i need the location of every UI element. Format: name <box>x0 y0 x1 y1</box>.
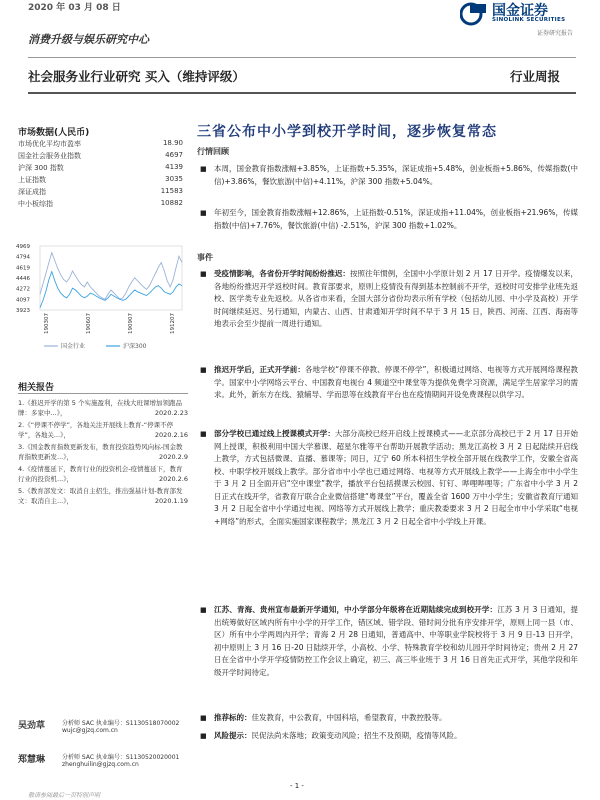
analyst-email[interactable]: wujc@gjzq.com.cn <box>62 727 118 734</box>
event-paragraph: ■ 部分学校已通过线上授课模式开学：大部分高校已经开启线上授课模式——北京部分高校已于 2 月 17 日开始网上授课，积极利用中国大学慕课、超星尔雅等平台帮助开展教学活动；黑龙江高校 3 月 2 日起陆续开启线上教学，方式包括微课、直播、慕课等；同日，辽宁 60 所本科招生学校全部开展在线教学工作，安徽全省高校、中职学校开展线上教学。部分省市中小学也已通过网络、电视等方式开展线上教学——上海全市中小学生于 3 月 2 日全面开启“空中课堂”教学，播放平台包括摸课云校园、钉钉、哔哩哔哩等；广东省中小学 3 月 2 日正式在线开学，省教育厅联合企业微信搭建“粤课堂”平台，覆盖全省 1600 万中小学生；安徽省教育厅通知 3 月 2 日起全省中小学通过电视、网络等方式开展线上教学；重庆教委要求 3 月 2 日起全市中小学采取“电视+网络”的形式，全面实施国家课程教学；黑龙江 3 月 2 日起全省中小学线上开课。 <box>200 429 578 526</box>
market-row: 深证成指 11583 <box>18 187 183 196</box>
recommended-stocks: ■ 推荐标的：佳发教育，中公教育，中国科培，希望教育，中教控股等。 <box>200 712 578 725</box>
review-paragraph: ■ 年初至今，国金教育指数涨幅+12.86%，上证指数-0.51%，深证成指+11.04%，创业板指+21.96%，传媒指数(中信)+7.76%，餐饮旅游(中信) -2.51%，沪深 300 指数+1.02%。 <box>200 208 578 230</box>
market-data-title: 市场数据(人民币) <box>18 128 90 138</box>
y-tick-label: 4794 <box>16 254 30 261</box>
market-row: 国金社会服务业指数 4697 <box>18 151 183 160</box>
logo-name-en: SINOLINK SECURITIES <box>492 17 566 23</box>
market-row: 上证指数 3035 <box>18 175 183 184</box>
analyst-name: 郑慧琳 <box>18 755 46 765</box>
bullet-icon: ■ <box>200 732 207 740</box>
y-tick-label: 3923 <box>16 308 30 314</box>
review-paragraph: ■ 本周，国金教育指数涨幅+3.85%，上证指数+5.35%，深证成指+5.48%，创业板指+5.86%，传媒指数(中信)+3.86%，餐饮旅游(中信)+4.11%，沪深 300 指数+5.04%。 <box>200 164 578 186</box>
market-row: 市场优化平均市盈率 18.90 <box>18 139 183 148</box>
y-tick-label: 4619 <box>16 265 30 272</box>
y-tick-label: 4446 <box>16 276 30 282</box>
logo-subtitle: 证券研究报告 <box>537 30 574 37</box>
analyst-block <box>18 752 198 778</box>
bullet-icon: ■ <box>200 165 207 173</box>
bullet-icon: ■ <box>200 606 207 614</box>
analyst-license: 分析师 SAC 执业编号：S1130520020001 <box>62 754 180 761</box>
related-report-item[interactable]: 1.《推迟开学的第 5 个实施盈利，在线大班课增加领跑品牌：多家中...》， 2020.2.23 <box>18 399 188 417</box>
market-row: 中小板综指 10882 <box>18 199 183 208</box>
x-tick-label: 190607 <box>86 313 92 334</box>
x-tick-label: 191207 <box>170 313 176 334</box>
analyst-license: 分析师 SAC 执业编号：S1130518070002 <box>62 720 180 727</box>
divider <box>28 57 576 58</box>
x-tick-label: 190307 <box>44 313 50 334</box>
event-paragraph: ■ 受疫情影响，各省份开学时间纷纷推迟：按照往年惯例，全国中小学原计划 2 月 17 日开学。疫情爆发以来，各地纷纷推迟开学返校时间。教育部要求，原则上疫情没有得到基本控制前不开学，返校时可安排学业班先返校、医学类专业先返校。从各省市来看，全国大部分省份均表示所有学校（包括幼儿园、中小学及高校）开学时间继续延迟、另行通知，内蒙古、山西、甘肃通知开学时间不早于 3 月 15 日，陕西、河南、江西、海南等地表示会至少提前一周进行通知。 <box>200 269 579 328</box>
event-paragraph: ■ 推迟开学后，正式开学前：各地学校“停课不停教、停课不停学”，积极通过网络、电视等方式开展网络课程教学。国家中小学网络云平台、中国教育电视台 4 频道空中课堂等为提供免费学习资源，满足学生居家学习的需求。此外，新东方在线、猿辅导、学而思等在线教育平台也在疫情期间开设免费课程以供学习。 <box>200 365 578 399</box>
series-line <box>40 253 182 300</box>
report-title: 社会服务业行业研究 买入（维持评级） <box>28 69 245 84</box>
analyst-block <box>18 718 198 744</box>
bullet-icon: ■ <box>200 270 207 278</box>
related-report-item[interactable]: 4.《疫情蔓延下，教育行业的投资机会-疫情蔓延下，教育行业的投资机...》， 2020.2.6 <box>18 465 188 483</box>
logo-name-cn: 国金证券 <box>492 3 548 19</box>
bullet-icon: ■ <box>200 430 207 438</box>
bullet-icon: ■ <box>200 714 207 722</box>
footer-note: 敬请参阅最后一页特别声明 <box>28 792 101 799</box>
analyst-name: 吴劲草 <box>18 721 46 731</box>
related-report-item[interactable]: 2.《“停课不停学”，各地关注开展线上教育-“停课不停学”，各地关...》， 2020.2.16 <box>18 421 188 439</box>
legend-label: 国金行业 <box>61 343 86 350</box>
event-paragraph: ■ 江苏、青海、贵州宣布最新开学通知，中小学部分年级将在近期陆续完成到校开学：江苏 3 月 3 日通知，提出统筹做好区域内所有中小学的开学工作，错区域、错学段、错时间分批有序安排开学，原则上同一县（市、区）所有中小学两周内开学；青海 2 月 28 日通知，普通高中、中等职业学院校将于 3 月 9 日-13 日开学，初中原则上 3 月 16 日-20 日陆续开学，小高校、小学、特殊教育学校和幼儿园开学时间待定；贵州 2 月 27 日在全省中小学开学疫情防控工作会议上确定，初三、高三毕业班于 3 月 16 日首先正式开学，其他学段和年级开学时间待定。 <box>200 605 578 677</box>
section-title-events: 事件 <box>197 253 213 262</box>
research-center: 消费升级与娱乐研究中心 <box>28 33 149 46</box>
logo-icon <box>460 2 488 26</box>
y-tick-label: 4097 <box>16 297 30 304</box>
related-reports-title: 相关报告 <box>18 383 55 393</box>
risk-warning: ■ 风险提示：民促法尚未落地；政策变动风险；招生不及预期，疫情等风险。 <box>200 730 578 743</box>
related-report-item[interactable]: 5.《教育部发文：取消自主招生，推出强基计划-教育部发文：取消自主...》， 2020.1.19 <box>18 487 188 505</box>
legend-label: 沪深300 <box>123 343 147 350</box>
divider <box>28 92 576 94</box>
section-title-review: 行情回顾 <box>197 147 229 156</box>
divider <box>18 393 188 394</box>
plot-area <box>40 246 182 310</box>
index-line-chart <box>14 240 186 360</box>
analyst-email[interactable]: zhenghuilin@gjzq.com.cn <box>62 761 139 768</box>
bullet-icon: ■ <box>200 209 207 217</box>
y-tick-label: 4969 <box>16 244 30 250</box>
x-tick-label: 190907 <box>128 313 134 334</box>
report-date: 2020 年 03 月 08 日 <box>28 3 121 13</box>
page-number: - 1 - <box>290 782 304 790</box>
related-report-item[interactable]: 3.《国金教育指数更新发布，教育投资趋势风向标-国金教育指数更新发...》， 2020.2.9 <box>18 443 188 461</box>
y-tick-label: 4272 <box>16 286 30 293</box>
bullet-icon: ■ <box>200 366 207 374</box>
market-row: 沪深 300 指数 4139 <box>18 163 183 172</box>
report-type: 行业周报 <box>510 69 561 84</box>
headline: 三省公布中小学到校开学时间，逐步恢复常态 <box>197 124 497 140</box>
